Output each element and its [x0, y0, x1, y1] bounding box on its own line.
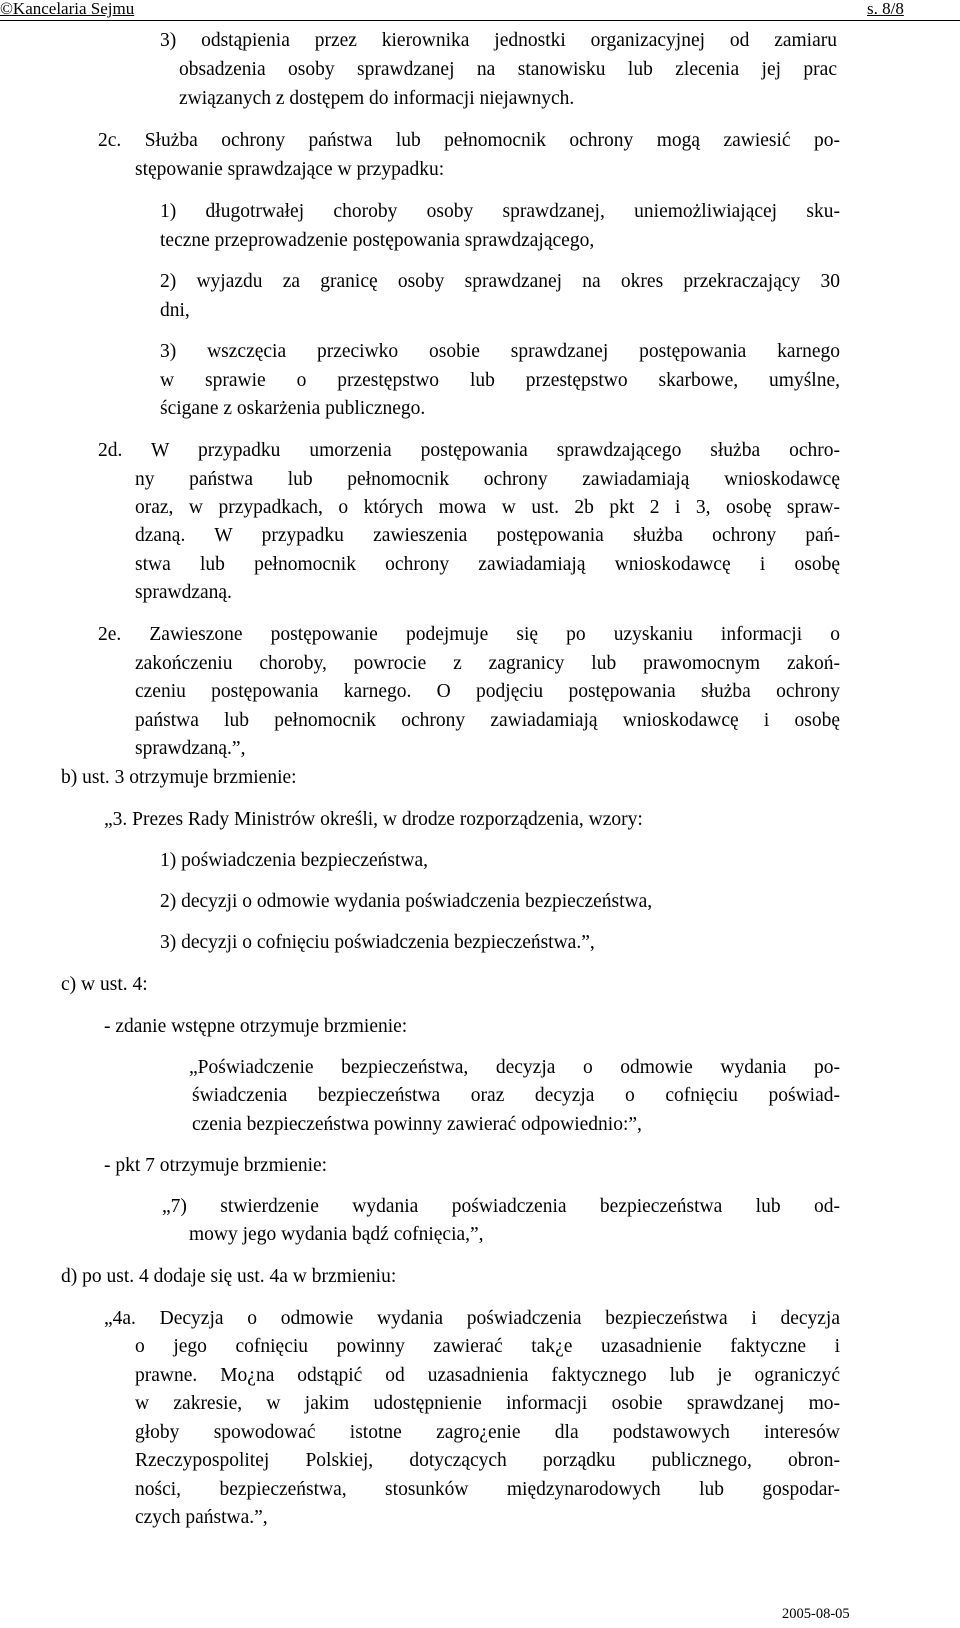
- header-copyright: ©Kancelaria Sejmu: [0, 0, 135, 18]
- paragraph-2d-line: ny państwa lub pełnomocnik ochrony zawiadamiają wnioskodawcę: [135, 469, 840, 490]
- ust-4a-line: w zakresie, w jakim udostępnienie informacji osobie sprawdzanej mo-: [135, 1393, 840, 1414]
- list-item-line: w sprawie o przestępstwo lub przestępstwo skarbowe, umyślne,: [160, 370, 840, 391]
- list-item-line: 1) poświadczenia bezpieczeństwa,: [160, 850, 428, 871]
- quoted-text-line: czenia bezpieczeństwa powinny zawierać odpowiednio:”,: [192, 1114, 642, 1135]
- paragraph-2d-line: sprawdzaną.: [135, 582, 232, 603]
- text-line: związanych z dostępem do informacji niejawnych.: [179, 88, 575, 109]
- text-line: obsadzenia osoby sprawdzanej na stanowisku lub zlecenia jej prac: [179, 59, 837, 80]
- header-rule: [0, 20, 960, 21]
- ust-4a-line: prawne. Mo¿na odstąpić od uzasadnienia faktycznego lub je ograniczyć: [135, 1365, 840, 1386]
- quoted-text-line: mowy jego wydania bądź cofnięcia,”,: [189, 1224, 484, 1245]
- indent-dash-line: - zdanie wstępne otrzymuje brzmienie:: [104, 1016, 408, 1037]
- ust-4a-line: głoby spowodować istotne zagro¿enie dla podstawowych interesów: [135, 1422, 840, 1443]
- text-line: 3) odstąpienia przez kierownika jednostki organizacyjnej od zamiaru: [160, 30, 837, 51]
- list-item-line: 2) wyjazdu za granicę osoby sprawdzanej na okres przekraczający 30: [160, 271, 840, 292]
- list-item-line: 2) decyzji o odmowie wydania poświadczenia bezpieczeństwa,: [160, 891, 653, 912]
- paragraph-2e-line: czeniu postępowania karnego. O podjęciu postępowania służba ochrony: [135, 681, 840, 702]
- list-item-line: ścigane z oskarżenia publicznego.: [160, 398, 426, 419]
- point-d-line: d) po ust. 4 dodaje się ust. 4a w brzmieniu:: [61, 1266, 397, 1287]
- paragraph-2d-line: stwa lub pełnomocnik ochrony zawiadamiają wnioskodawcę i osobę: [135, 554, 840, 575]
- list-item-line: 3) decyzji o cofnięciu poświadczenia bezpieczeństwa.”,: [160, 932, 595, 953]
- point-b-line: b) ust. 3 otrzymuje brzmienie:: [61, 767, 297, 788]
- ust-4a-line: o jego cofnięciu powinny zawierać tak¿e uzasadnienie faktyczne i: [135, 1336, 840, 1357]
- ust-4a-line: Rzeczypospolitej Polskiej, dotyczących porządku publicznego, obron-: [135, 1450, 840, 1471]
- point-c-line: c) w ust. 4:: [61, 974, 148, 995]
- paragraph-2e-line: 2e. Zawieszone postępowanie podejmuje się po uzyskaniu informacji o: [98, 624, 840, 645]
- header-page-number: s. 8/8: [867, 0, 904, 18]
- indent-dash-line: - pkt 7 otrzymuje brzmienie:: [104, 1155, 328, 1176]
- list-item-line: dni,: [160, 300, 190, 321]
- ust-4a-line: czych państwa.”,: [135, 1507, 268, 1528]
- paragraph-2c-line: stępowanie sprawdzające w przypadku:: [135, 159, 445, 180]
- ust-4a-line: „4a. Decyzja o odmowie wydania poświadczenia bezpieczeństwa i decyzja: [104, 1308, 840, 1329]
- paragraph-2e-line: państwa lub pełnomocnik ochrony zawiadamiają wnioskodawcę i osobę: [135, 710, 840, 731]
- paragraph-2c-line: 2c. Służba ochrony państwa lub pełnomocnik ochrony mogą zawiesić po-: [98, 130, 840, 151]
- ust-4a-line: ności, bezpieczeństwa, stosunków międzynarodowych lub gospodar-: [135, 1479, 840, 1500]
- list-item-line: 1) długotrwałej choroby osoby sprawdzanej, uniemożliwiającej sku-: [160, 201, 840, 222]
- footer-date: 2005-08-05: [782, 1606, 850, 1622]
- quoted-text-line: „Poświadczenie bezpieczeństwa, decyzja o odmowie wydania po-: [189, 1057, 840, 1078]
- paragraph-2d-line: dzaną. W przypadku zawieszenia postępowania służba ochrony pań-: [135, 525, 840, 546]
- quoted-text-line: świadczenia bezpieczeństwa oraz decyzja o cofnięciu poświad-: [192, 1085, 840, 1106]
- list-item-line: teczne przeprowadzenie postępowania sprawdzającego,: [160, 230, 595, 251]
- ust-3-line: „3. Prezes Rady Ministrów określi, w drodze rozporządzenia, wzory:: [104, 809, 643, 830]
- paragraph-2d-line: 2d. W przypadku umorzenia postępowania sprawdzającego służba ochro-: [98, 440, 840, 461]
- paragraph-2e-line: sprawdzaną.”,: [135, 738, 246, 759]
- paragraph-2e-line: zakończeniu choroby, powrocie z zagranicy lub prawomocnym zakoń-: [135, 653, 840, 674]
- list-item-line: 3) wszczęcia przeciwko osobie sprawdzanej postępowania karnego: [160, 341, 840, 362]
- page-header: [0, 0, 960, 24]
- quoted-text-line: „7) stwierdzenie wydania poświadczenia bezpieczeństwa lub od-: [162, 1196, 840, 1217]
- paragraph-2d-line: oraz, w przypadkach, o których mowa w ust. 2b pkt 2 i 3, osobę spraw-: [135, 497, 840, 518]
